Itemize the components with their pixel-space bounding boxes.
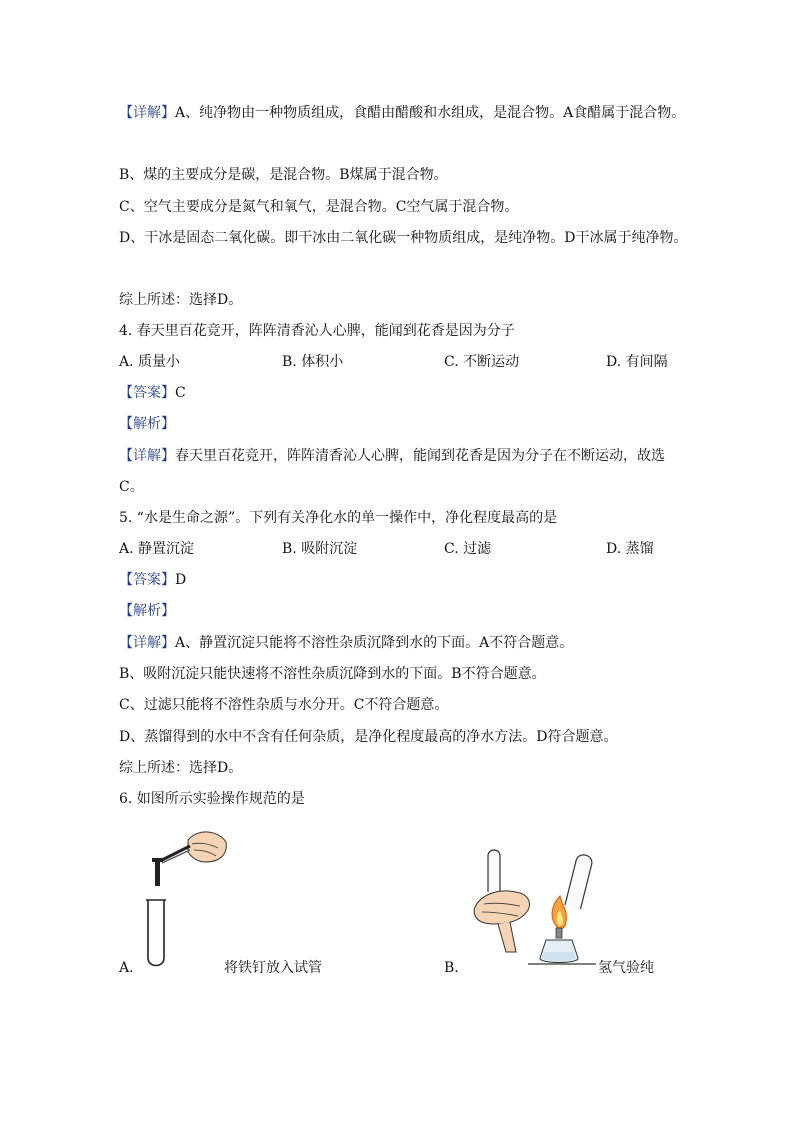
q4-analysis-tag: 【解析】 (119, 416, 175, 432)
q5-analysis-tag: 【解析】 (119, 603, 175, 619)
q5-answer: 【答案】D (119, 572, 187, 588)
q6-option-b-letter: B. (444, 960, 459, 976)
figure-b-hydrogen-test (470, 848, 600, 972)
q3-detail-b: B、煤的主要成分是碳，是混合物。B煤属于混合物。 (119, 167, 448, 183)
q4-option-c: C. 不断运动 (444, 354, 520, 370)
answer-tag: 【答案】 (119, 385, 175, 401)
q4-option-b: B. 体积小 (282, 354, 344, 370)
q3-detail-a: 【详解】A、纯净物由一种物质组成，食醋由醋酸和水组成，是混合物。A食醋属于混合物。 (119, 105, 686, 121)
q4-option-d: D. 有间隔 (606, 354, 668, 370)
q4-answer: 【答案】C (119, 385, 186, 401)
q5-detail-d: D、蒸馏得到的水中不含有任何杂质，是净化程度最高的净水方法。D符合题意。 (119, 729, 618, 745)
detail-tag: 【详解】 (119, 635, 175, 651)
q5-stem: 5. “水是生命之源”。下列有关净化水的单一操作中，净化程度最高的是 (119, 510, 558, 526)
q5-detail-a: 【详解】A、静置沉淀只能将不溶性杂质沉降到水的下面。A不符合题意。 (119, 635, 574, 651)
q5-option-d: D. 蒸馏 (606, 541, 654, 557)
detail-tag: 【详解】 (119, 448, 175, 464)
q3-summary: 综上所述：选择D。 (119, 292, 243, 308)
detail-tag: 【详解】 (119, 105, 175, 121)
q5-option-c: C. 过滤 (444, 541, 492, 557)
q5-summary: 综上所述：选择D。 (119, 760, 243, 776)
answer-tag: 【答案】 (119, 572, 175, 588)
q6-option-a-caption: 将铁钉放入试管 (224, 960, 322, 976)
figure-a-test-tube-nail (140, 820, 230, 970)
q4-option-a: A. 质量小 (119, 354, 181, 370)
q6-stem: 6. 如图所示实验操作规范的是 (119, 791, 305, 807)
q5-option-a: A. 静置沉淀 (119, 541, 195, 557)
q5-detail-c: C、过滤只能将不溶性杂质与水分开。C不符合题意。 (119, 697, 449, 713)
q4-detail: 【详解】春天里百花竞开，阵阵清香沁人心脾，能闻到花香是因为分子在不断运动，故选 (119, 448, 665, 464)
q6-option-b-caption: 氢气验纯 (598, 960, 654, 976)
q4-detail-cont: C。 (119, 479, 144, 495)
q4-stem: 4. 春天里百花竞开，阵阵清香沁人心脾，能闻到花香是因为分子 (119, 323, 515, 339)
q6-option-a-letter: A. (119, 960, 134, 976)
q5-option-b: B. 吸附沉淀 (282, 541, 358, 557)
q5-detail-b: B、吸附沉淀只能快速将不溶性杂质沉降到水的下面。B不符合题意。 (119, 666, 546, 682)
q3-detail-c: C、空气主要成分是氮气和氧气，是混合物。C空气属于混合物。 (119, 199, 519, 215)
q3-detail-d: D、干冰是固态二氧化碳。即干冰由二氧化碳一种物质组成，是纯净物。D干冰属于纯净物。 (119, 230, 688, 246)
